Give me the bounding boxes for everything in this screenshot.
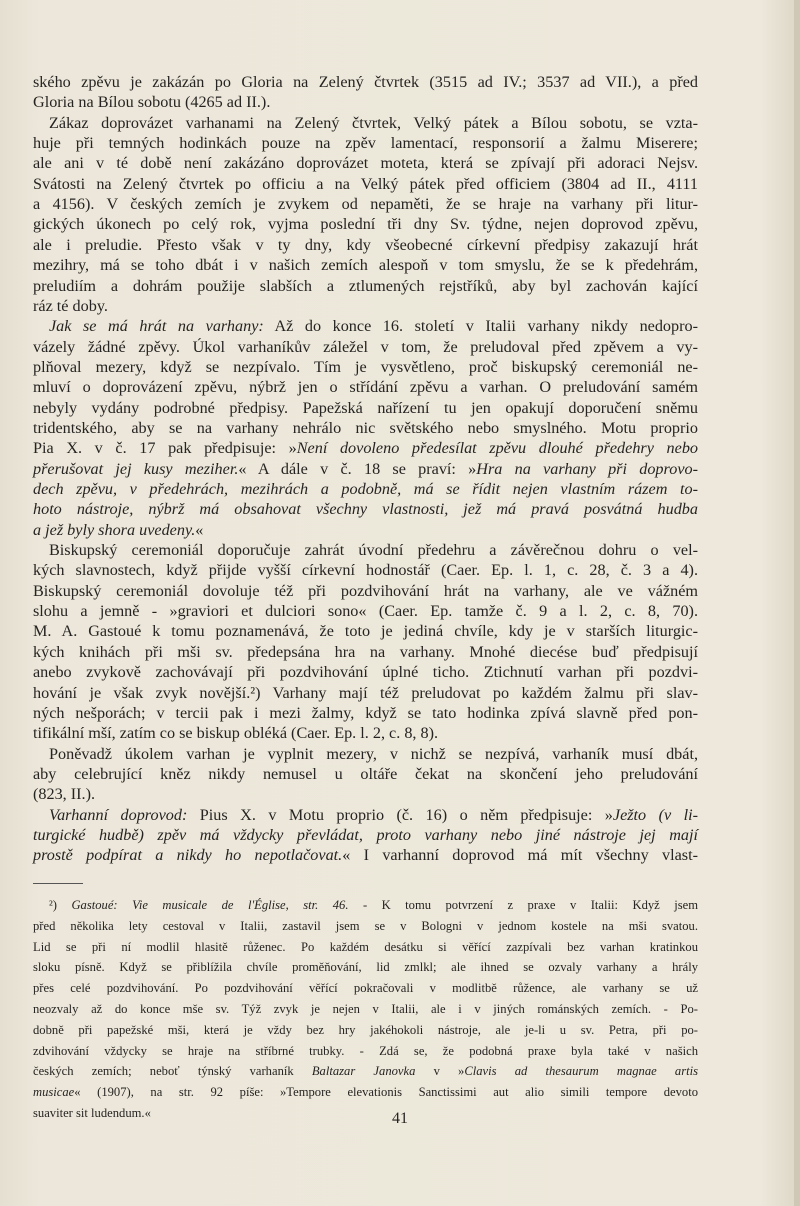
text-segment: Lid se při ní modlil hlasitě růženec. Po každém desátku si věřící zazpívali bez varhan kratinkou: [33, 939, 698, 954]
text-segment: tridentského, aby se na varhany nehrálo nic světského nebo smyslného. Motu proprio: [33, 418, 698, 437]
italic-text: Baltazar Janovka: [311, 1064, 416, 1079]
text-segment: dobně při papežské mši, která je vždy bez hry jakéhokoli nástroje, ale je-li u sv. Petra, při po-: [33, 1022, 698, 1037]
page-edge: [794, 0, 800, 1206]
text-segment: sloku písně. Když se přiblížila chvíle proměňování, lid zmlkl; ale ihned se ozvaly varhany a hrály: [33, 960, 698, 975]
text-segment: huje při temných hodinkách pouze na zpěv lamentací, responsorií a žalmu Miserere;: [33, 134, 698, 153]
italic-text: musicae: [33, 1085, 75, 1100]
italic-text: Hra na varhany při doprovo-: [476, 459, 698, 478]
text-segment: aby celebrující kněz nikdy nemusel u oltáře čekat na skončení jeho preludování: [33, 764, 698, 783]
text-segment: (823, II.).: [33, 785, 96, 804]
italic-text: dech zpěvu, v předehrách, mezihrách a podobně, má se řídit nejen vlastním rázem to-: [33, 480, 698, 498]
text-segment: nebyly vydány podrobné předpisy. Papežská nařízení tu jen opakují doporučení sněmu: [33, 398, 698, 417]
text-segment: «: [195, 520, 204, 539]
text-line: [33, 825, 698, 845]
text-segment: Gloria na Bílou sobotu (4265 ad II.).: [33, 93, 271, 112]
text-segment: ale i preludie. Přesto však v ty dny, kdy všeobecné církevní předpisy zakazují hrát: [33, 235, 698, 254]
text-segment: Biskupský ceremoniál doporučuje zahrát úvodní předehru a závěrečnou dohru o vel-: [49, 541, 698, 560]
text-segment: hování je však zvyk novější.²) Varhany mají též preludovat po každém žalmu při slav-: [33, 683, 698, 702]
text-line: [33, 72, 698, 92]
text-line: [33, 438, 698, 458]
text-segment: Pius X. v Motu proprio (č. 16) o něm předpisuje: »: [187, 805, 613, 824]
footnote-line: [33, 958, 698, 976]
text-line: [33, 845, 698, 865]
text-segment: Svátosti na Zelený čtvrtek po officiu a na Velký pátek před officiem (3804 ad II., 4111: [33, 174, 698, 193]
text-segment: plňoval mezery, když se nezpívalo. Tím je vysvětleno, proč biskupský ceremoniál ne-: [33, 357, 698, 376]
text-line: [33, 764, 698, 784]
text-line: [49, 744, 698, 764]
text-line: [33, 621, 698, 641]
footnote-line: [33, 1042, 698, 1060]
footnote-line: [33, 1000, 698, 1018]
text-segment: ²): [49, 898, 72, 912]
text-line: [33, 784, 698, 804]
text-line: [33, 601, 698, 621]
text-line: [33, 459, 698, 479]
italic-text: Varhanní doprovod:: [49, 805, 188, 824]
text-line: [49, 113, 698, 133]
text-segment: « A dále v č. 18 se praví: »: [238, 459, 477, 478]
text-line: [33, 662, 698, 682]
text-segment: Biskupský ceremoniál dovoluje též při pozdvihování hrát na varhany, ale ve vážném: [33, 581, 698, 600]
text-segment: neozvaly až do konce mše sv. Týž zvyk je nejen v Italii, ale i v jiných románských zemích. - Po-: [33, 1002, 698, 1016]
footnote-line: [33, 938, 698, 956]
text-segment: Pia X. v č. 17 pak předpisuje: »: [33, 439, 297, 458]
text-segment: slohu a jemně - »graviori et dulciori sono« (Caer. Ep. tamže č. 9 a l. 2, c. 8, 70).: [33, 602, 698, 621]
text-line: [49, 805, 698, 825]
text-segment: Zákaz doprovázet varhanami na Zelený čtvrtek, Velký pátek a Bílou sobotu, se vzta-: [49, 113, 698, 132]
text-segment: mezihry, má se toho dbát i v našich zemích alespoň v tom smyslu, že se k předehrám,: [33, 256, 698, 275]
footnote-line: [33, 979, 698, 997]
text-segment: - K tomu potvrzení z praxe v Italii: Když jsem: [348, 898, 698, 912]
italic-text: turgické hudbě) zpěv má vždycky převládat, proto varhany nebo jiné nástroje jej mají: [33, 825, 698, 844]
text-line: [33, 377, 698, 397]
text-line: [33, 499, 698, 519]
text-segment: kých slavnostech, když přijde vyšší církevní hodnostář (Caer. Ep. l. 1, c. 28, č. 3 a 4).: [33, 561, 698, 580]
italic-text: Není dovoleno předesílat zpěvu dlouhé předehry nebo: [296, 439, 699, 458]
text-line: [33, 418, 698, 438]
footnote-line: [33, 917, 698, 935]
italic-text: prostě podpírat a nikdy ho nepotlačovat.: [33, 846, 343, 865]
text-segment: ráz té doby.: [33, 296, 108, 315]
footnote-line: [33, 1083, 698, 1101]
text-segment: mluví o doprovázení zpěvu, nýbrž jen o střídání zpěvu a varhan. O preludování samém: [33, 378, 698, 397]
text-line: [33, 337, 698, 357]
text-line: [33, 703, 698, 723]
text-segment: kých knihách při mši sv. předepsána hra na varhany. Mnohé diecése buď předpisují: [33, 642, 698, 661]
text-line: [33, 296, 698, 316]
text-segment: gických úkonech po celý rok, vyjma poslední tři dny Sv. týdne, nejen doprovod zpěvu,: [33, 215, 698, 234]
italic-text: Jak se má hrát na varhany:: [49, 317, 264, 336]
text-segment: ale ani v té době není zakázáno doprovázet moteta, která se zpívají při adoraci Nejsv.: [33, 154, 698, 173]
footnote-line: [49, 896, 698, 914]
text-line: [33, 357, 698, 377]
text-line: [33, 723, 698, 743]
text-segment: zdvihování vždycky se hraje na stříbrné trubky. - Zdá se, že podobná praxe byla také v našich: [33, 1043, 698, 1058]
text-segment: Poněvadž úkolem varhan je vyplnit mezery, v nichž se nezpívá, varhaník musí dbát,: [49, 744, 698, 763]
text-segment: před několika lety cestoval v Italii, zastavil jsem se v Bologni v jednom kostele na mši svatou.: [33, 918, 698, 933]
text-line: [33, 520, 698, 540]
text-line: [33, 683, 698, 703]
text-line: [33, 174, 698, 194]
text-line: [33, 398, 698, 418]
text-line: [33, 133, 698, 153]
text-segment: a 4156). V českých zemích je zvykem od nepaměti, že se hraje na varhany při litur-: [33, 195, 698, 214]
text-segment: v »: [415, 1064, 465, 1079]
text-segment: přes celé pozdvihování. Po pozdvihování věřící pokračovali v modlitbě růžence, ale varhany se už: [33, 981, 698, 996]
text-segment: Až do konce 16. století v Italii varhany nikdy nedopro-: [263, 317, 698, 336]
text-segment: anebo zvykově zachovávají při pozdvihování úplné ticho. Ztichnutí varhan při pozdvi-: [33, 663, 698, 682]
italic-text: hoto nástroje, nýbrž má obsahovat všechny vlastnosti, jež má pravá posvátná hudba: [33, 500, 698, 519]
italic-text: a jež byly shora uvedeny.: [33, 520, 196, 539]
text-line: [33, 479, 698, 499]
text-line: [33, 581, 698, 601]
text-segment: preludiím a dohrám použije slabších a ztlumených rejstříků, aby byl zachován kající: [33, 276, 698, 295]
text-line: [33, 255, 698, 275]
page-number: 41: [392, 1110, 408, 1127]
text-segment: českých zemích; neboť týnský varhaník: [33, 1064, 312, 1079]
text-line: [33, 92, 698, 112]
footnote-rule: [33, 883, 83, 884]
italic-text: Clavis ad thesaurum magnae artis: [464, 1064, 699, 1079]
text-segment: tifikální mší, zatím co se biskup obléká (Caer. Ep. l. 2, c. 8, 8).: [33, 724, 439, 743]
text-segment: suaviter sit ludendum.«: [33, 1106, 151, 1120]
italic-text: Ježto (v li-: [612, 805, 699, 824]
text-line: [33, 560, 698, 580]
text-segment: « I varhanní doprovod má mít všechny vlast-: [342, 846, 698, 865]
text-segment: ského zpěvu je zakázán po Gloria na Zelený čtvrtek (3515 ad IV.; 3537 ad VII.), a před: [33, 73, 698, 91]
text-line: [49, 540, 698, 560]
text-segment: vázely žádné zpěvy. Úkol varhaníkův záležel v tom, že preludoval před zpěvem a vy-: [33, 337, 698, 356]
text-line: [33, 642, 698, 662]
text-segment: ných nešporách; v tercii pak i mezi žalmy, když se tato hodinka zpívá slavně před pon-: [33, 703, 698, 722]
text-line: [33, 235, 698, 255]
footnote-line: [33, 1062, 698, 1080]
text-line: [33, 276, 698, 296]
footnote-line: [33, 1021, 698, 1039]
italic-text: Gastoué: Vie musicale de l'Église, str. 46.: [71, 898, 349, 912]
text-line: [33, 194, 698, 214]
text-segment: « (1907), na str. 92 píše: »Tempore elevationis Sanctissimi aut alio simili tempore devoto: [74, 1085, 698, 1100]
text-segment: M. A. Gastoué k tomu poznamenává, že toto je jediná chvíle, kdy je v starších liturgic-: [33, 622, 698, 641]
text-line: [33, 153, 698, 173]
text-line: [49, 316, 698, 336]
italic-text: přerušovat jej kusy meziher.: [33, 459, 239, 478]
text-line: [33, 214, 698, 234]
